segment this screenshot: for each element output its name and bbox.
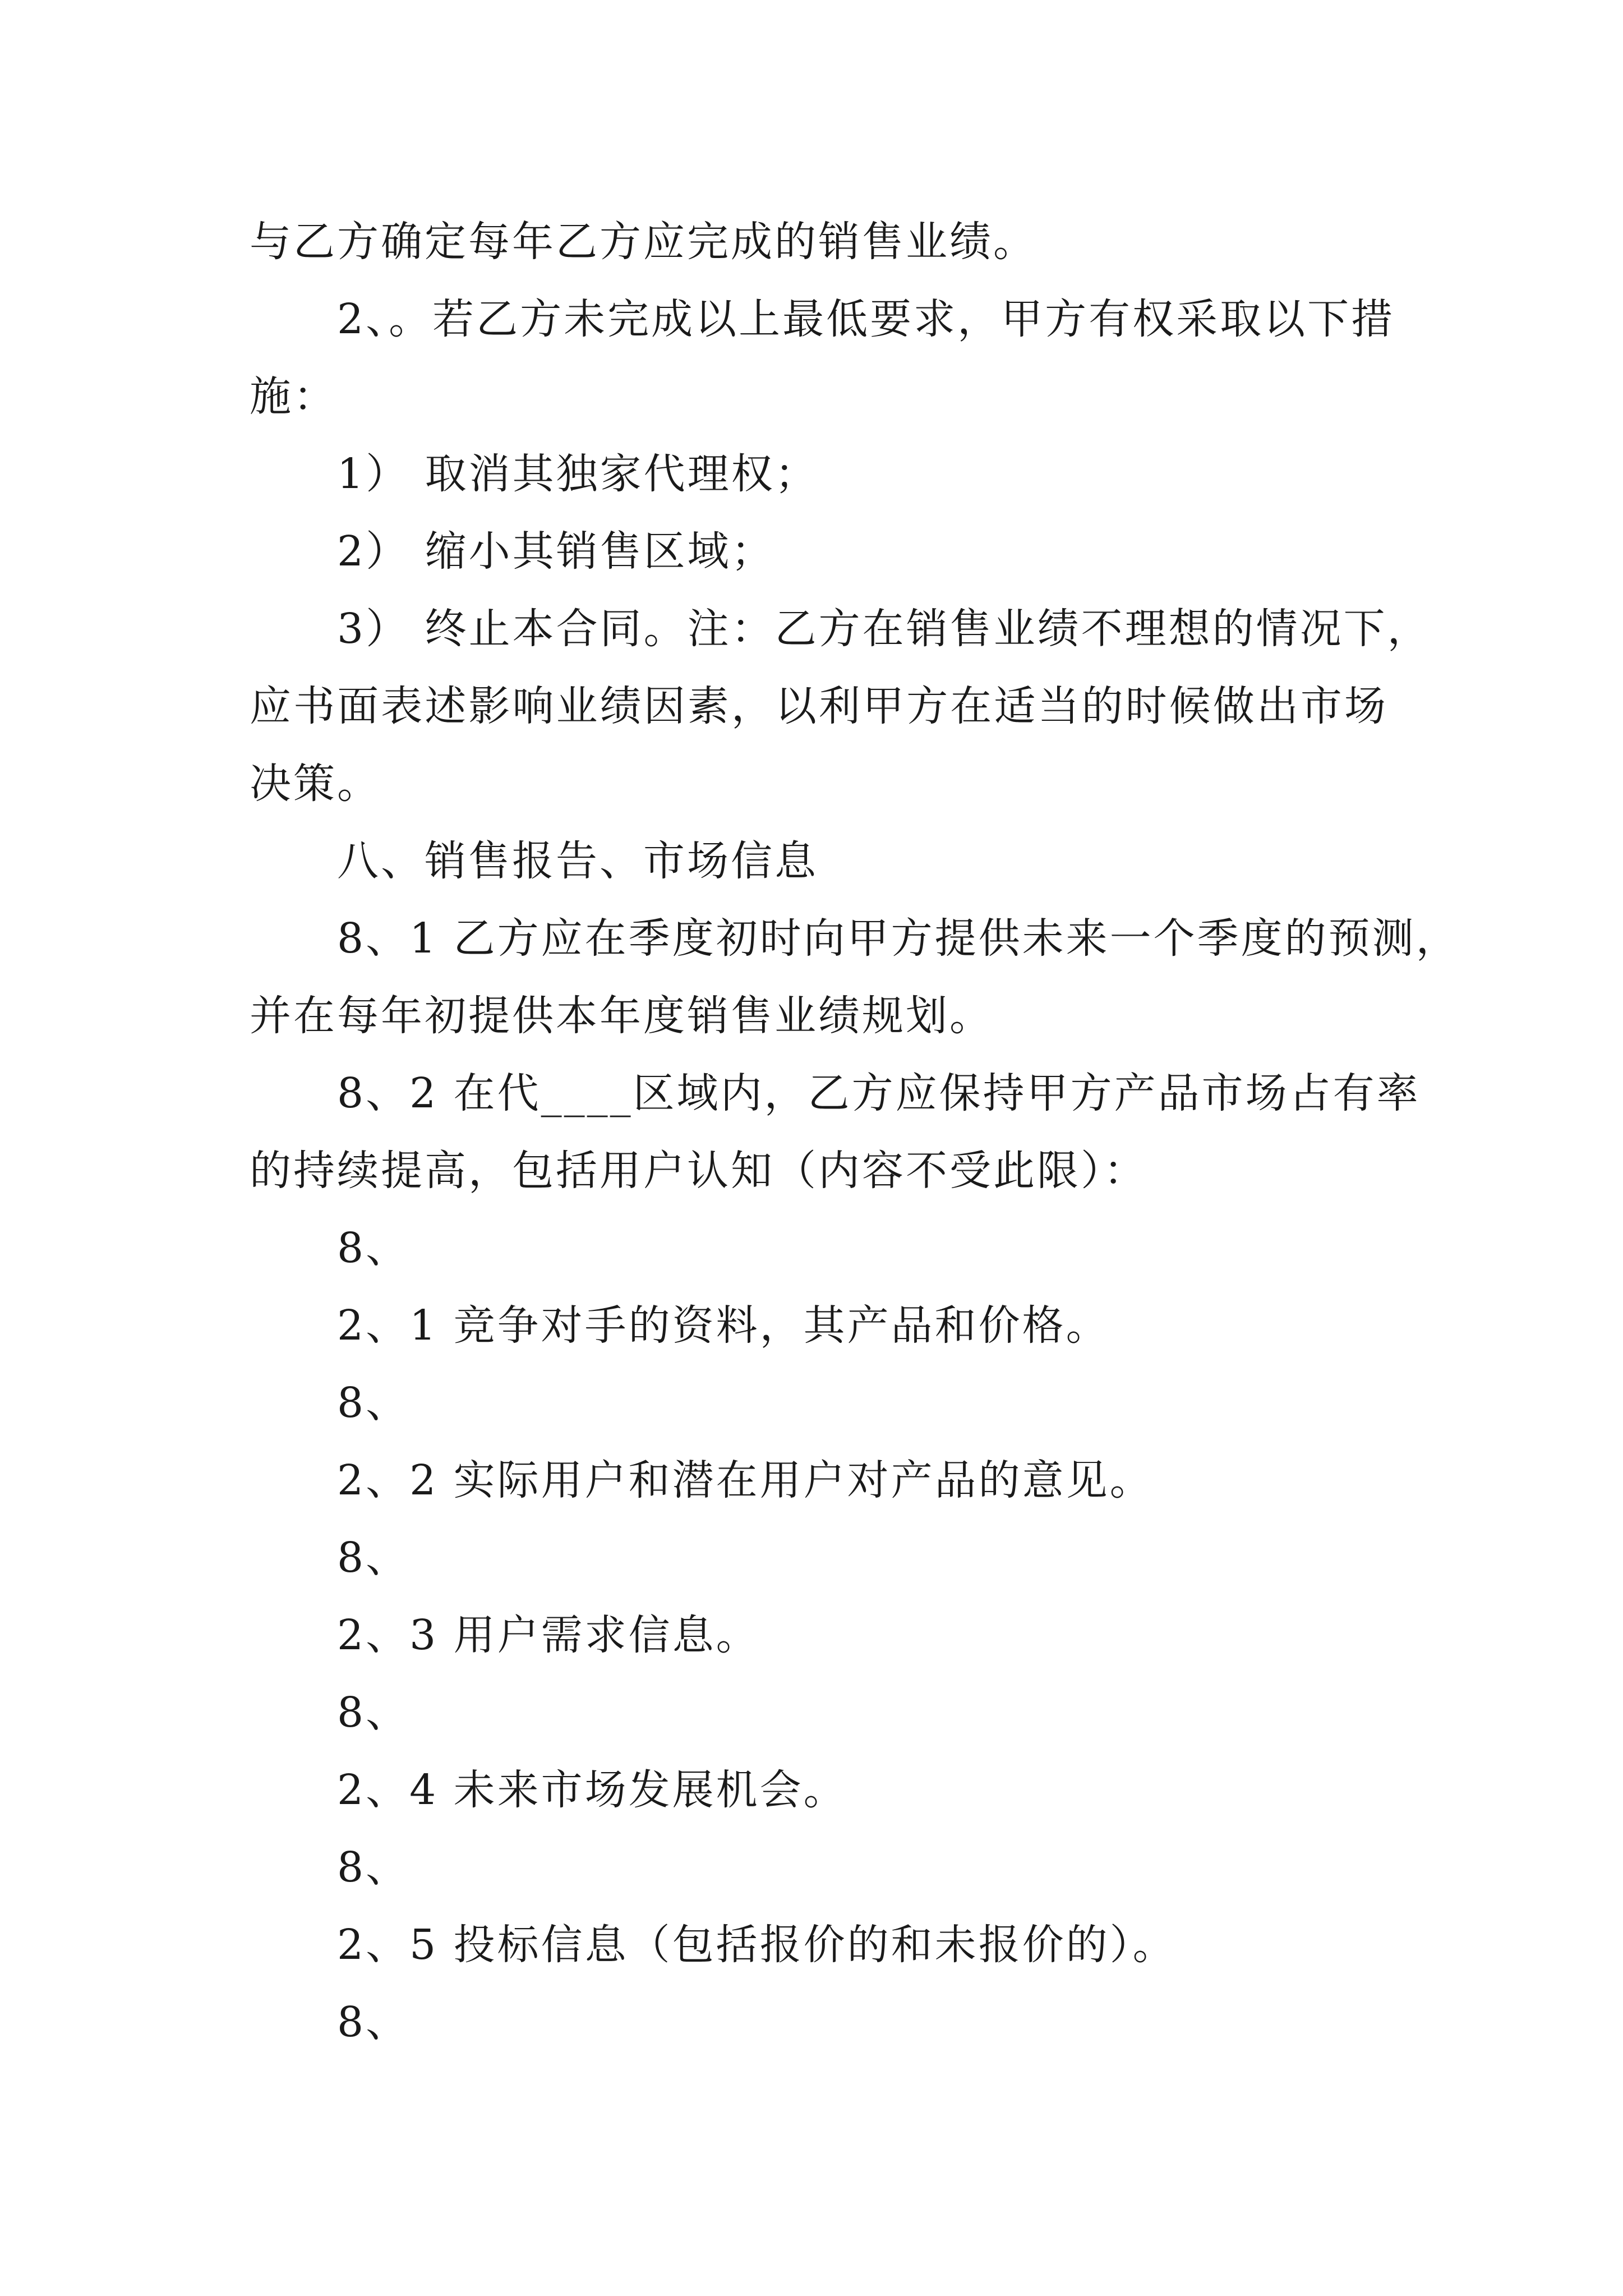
list-item: 2、5 投标信息（包括报价的和未报价的）。 <box>337 1921 1177 1969</box>
text-line: 决策。 <box>250 760 381 808</box>
list-item: 2、4 未来市场发展机会。 <box>337 1766 847 1814</box>
list-item: 2、3 用户需求信息。 <box>337 1611 760 1659</box>
text-line: 施： <box>250 372 337 421</box>
text-line: 的持续提高，包括用户认知（内容不受此限）： <box>250 1147 1147 1195</box>
list-item: 8、 <box>337 1379 410 1427</box>
text-line: 并在每年初提供本年度销售业绩规划。 <box>250 992 993 1040</box>
list-item: 8、 <box>337 1688 410 1737</box>
text-line: 应书面表述影响业绩因素，以利甲方在适当的时候做出市场 <box>250 682 1388 730</box>
text-line: 8、2 在代____区域内，乙方应保持甲方产品市场占有率 <box>337 1069 1421 1117</box>
text-line: 2、。若乙方未完成以上最低要求，甲方有权采取以下措 <box>337 295 1395 343</box>
list-item: 8、 <box>337 1534 410 1582</box>
list-item: 3） 终止本合同。注：乙方在销售业绩不理想的情况下， <box>337 605 1431 653</box>
list-item: 8、 <box>337 1224 410 1272</box>
text-line: 8、1 乙方应在季度初时向甲方提供未来一个季度的预测， <box>337 914 1460 963</box>
document-body <box>250 203 1460 2061</box>
list-item: 8、 <box>337 1843 410 1892</box>
text-line: 与乙方确定每年乙方应完成的销售业绩。 <box>250 218 1037 266</box>
section-heading: 八、销售报告、市场信息 <box>337 837 818 885</box>
list-item: 2、1 竞争对手的资料，其产品和价格。 <box>337 1301 1110 1350</box>
list-item: 2、2 实际用户和潜在用户对产品的意见。 <box>337 1456 1154 1504</box>
list-item: 2） 缩小其销售区域； <box>337 527 775 576</box>
list-item: 8、 <box>337 1998 410 2046</box>
list-item: 1） 取消其独家代理权； <box>337 450 819 498</box>
